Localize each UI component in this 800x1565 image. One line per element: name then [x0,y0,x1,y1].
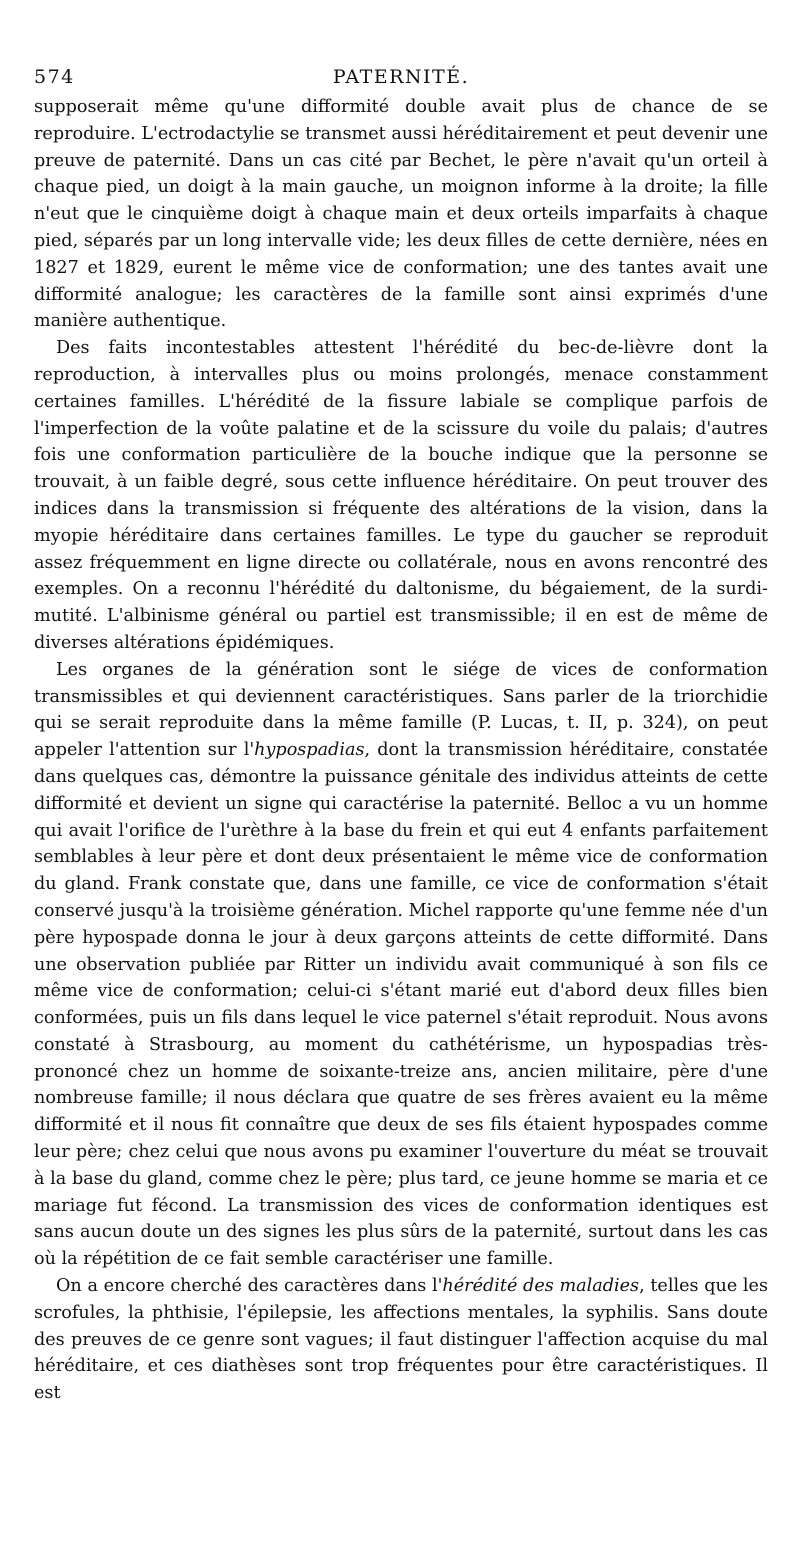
italic-term: hérédité des maladies [442,1276,640,1297]
page-header [34,66,768,94]
paragraph-text: Des faits incontestables attestent l'hérédité du bec-de-lièvre dont la reproduction, à intervalles plus ou moins prolongés, menace constamment certaines familles. L'hérédité de la fissure labiale se complique parfois de l'imperfection de la voûte palatine et de la scissure du voile du palais; d'autres fois une conformation particulière de la bouche indique que la personne se trouvait, à un faible degré, sous cette influence héréditaire. On peut trouver des indices dans la transmission si fréquente des altérations de la vision, dans la myopie héréditaire dans certaines familles. Le type du gaucher se reproduit assez fréquemment en ligne directe ou collatérale, nous en avons rencontré des exemples. On a reconnu l'hérédité du daltonisme, du bégaiement, de la surdi-mutité. L'albinisme général ou partiel est transmissible; il en est de même de diverses altérations épidémiques. [34,338,768,653]
body-text [34,94,768,1407]
paragraph-text-after: , telles que les scrofules, la phthisie, l'épilepsie, les affections mentales, la syphilis. Sans doute des preuves de ce genre sont vagues; il faut distinguer l'affection acquise du mal héréditaire, et ces diathèses sont trop fréquentes pour être caractéristiques. Il est [34,1276,768,1404]
paragraph-text-before: Les organes de la génération sont le siége de vices de conformation transmissibles et qui deviennent caractéristiques. Sans parler de la triorchidie qui se serait reproduite dans la même famille (P. Lucas, t. II, p. 324), on peut appeler l'attention sur l' [34,659,768,761]
italic-term: hypospadias [254,740,365,761]
running-title: PATERNITÉ. [332,66,470,88]
book-page [34,66,768,1407]
paragraph-text: supposerait même qu'une difformité double avait plus de chance de se reproduire. L'ectrodactylie se transmet aussi héréditairement et peut devenir une preuve de paternité. Dans un cas cité par Bechet, le père n'avait qu'un orteil à chaque pied, un doigt à la main gauche, un moignon informe à la droite; la fille n'eut que le cinquième doigt à chaque main et deux orteils imparfaits à chaque pied, séparés par un long intervalle vide; les deux filles de cette dernière, nées en 1827 et 1829, eurent le même vice de conformation; une des tantes avait une difformité analogue; les caractères de la famille sont ainsi exprimés d'une manière authentique. [34,97,768,332]
paragraph-ectrodactylie [34,94,768,335]
paragraph-text-after: , dont la transmission héréditaire, constatée dans quelques cas, démontre la puissance génitale des individus atteints de cette difformité et devient un signe qui caractérise la paternité. Belloc a vu un homme qui avait l'orifice de l'urèthre à la base du frein et qui eut 4 enfants parfaitement semblables à leur père et dont deux présentaient le même vice de conformation du gland. Frank constate que, dans une famille, ce vice de conformation s'était conservé jusqu'à la troisième génération. Michel rapporte qu'une femme née d'un père hypospade donna le jour à deux garçons atteints de cette difformité. Dans une observation publiée par Ritter un individu avait communiqué à son fils ce même vice de conformation; celui-ci s'étant marié eut d'abord deux filles bien conformées, puis un fils dans lequel le vice paternel s'était reproduit. Nous avons constaté à Strasbourg, au moment du cathétérisme, un hypospadias très-prononcé chez un homme de soixante-treize ans, ancien militaire, père d'une nombreuse famille; il nous déclara que quatre de ses frères avaient eu la même difformité et il nous fit connaître que deux de ses fils étaient hypospades comme leur père; chez celui que nous avons pu examiner l'ouverture du méat se trouvait à la base du gland, comme chez le père; plus tard, ce jeune homme se maria et ce mariage fut fécond. La transmission des vices de conformation identiques est sans aucun doute un des signes les plus sûrs de la paternité, surtout dans les cas où la répétition de ce fait semble caractériser une famille. [34,740,768,1270]
paragraph-bec-de-lievre [34,335,768,657]
paragraph-heredite-maladies [34,1273,768,1407]
paragraph-text-before: On a encore cherché des caractères dans l' [56,1276,443,1297]
page-number: 574 [34,66,75,88]
paragraph-hypospadias [34,657,768,1273]
